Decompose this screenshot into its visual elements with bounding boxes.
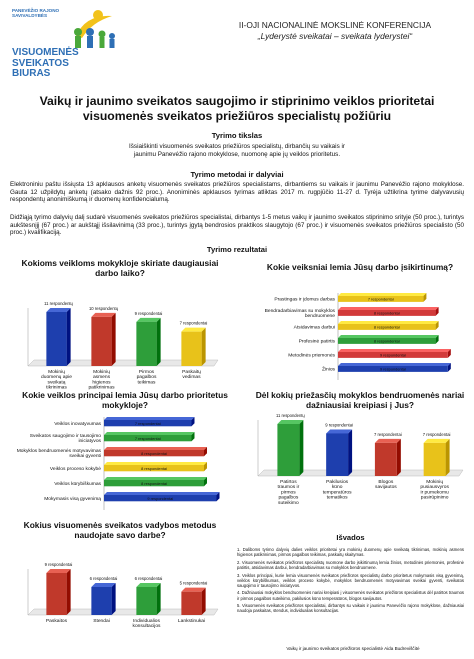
bar-top	[104, 477, 207, 480]
chart-bar	[136, 322, 156, 366]
bar-top	[104, 417, 195, 420]
methods-paragraph-2: Didžiąją tyrimo dalyvių dalį sudarė visuomenės sveikatos priežiūros specialistai, dirbantys 1-5 metus vaikų ir jaunimo sveikatos stiprinimo srityje (50 proc.), turintys aukštesnįjį (67 proc.) ar aukštąjį išsilavinimą (33 proc.), turintys įgytą bendrosios praktikos slaugytojo (67 proc.) ir visuomenės sveikatos priežiūros specialisto (50 proc.) kvalifikaciją.	[10, 214, 464, 237]
tick-label: Mokinių duomenų apie sveikatą tikrinimas	[41, 370, 72, 391]
methods-paragraph-1: Elektroniniu paštu išsiųsta 13 apklausos anketų visuomenės sveikatos priežiūros specialistams, dirbantiems su vaikais ir jaunimu Panevėžio rajono mokyklose. Gauta 12 užpildytų anketų (atsako dažnis 92 proc.). Anoniminės apklausos tyrimas atliktas 2017 m. rugpjūčio 11-27 d. Tyrėja užtikrina tyrime dalyvavusių respondentų anonimiškumą ir duomenų konfidencialumą.	[10, 181, 464, 204]
chart-bar	[46, 573, 66, 615]
bar-top	[104, 462, 207, 465]
data-label: 10 respondentų	[88, 305, 119, 311]
tick-label: Individualios konsultacijos	[132, 619, 161, 630]
tick-label: Pakilusios kūno temperatūros tematikos	[322, 480, 352, 501]
chart-bar	[424, 443, 446, 476]
bar-top	[338, 335, 439, 338]
tick-label: Patirtos traumos ir pirmos pagalbos suteikimo	[277, 480, 300, 506]
chart-bar	[46, 312, 66, 366]
chart-bar	[91, 587, 111, 615]
tick-label: Mokinių pusiausvyros ir pumekomu pasirūpinimo	[420, 480, 449, 501]
data-label: 9 respondentai	[380, 366, 406, 372]
chart-bar	[181, 592, 201, 615]
tick-label: Lankstinukai	[177, 619, 206, 624]
bar-side	[157, 318, 161, 366]
data-label: 8 respondentai	[141, 481, 167, 486]
chart-bar	[326, 433, 348, 476]
data-label: 7 respondentai	[134, 421, 161, 426]
bar-side	[397, 439, 401, 476]
chart-bar	[91, 317, 111, 366]
chart-3-title: Kokie veiklos principai lemia Jūsų darbo prioritetus mokykloje?	[22, 390, 228, 410]
tick-label: Stendai	[93, 619, 110, 624]
bar-side	[112, 313, 116, 366]
bar-side	[112, 583, 116, 615]
chart-1	[20, 282, 220, 391]
data-label: 8 respondentai	[373, 338, 400, 344]
chart-3	[10, 412, 235, 512]
bar-top	[104, 492, 220, 495]
tick-label: Blogos savijautos	[375, 480, 397, 491]
data-label: 11 respondentų	[275, 413, 305, 418]
data-label: 7 respondentai	[422, 431, 451, 437]
data-label: 6 respondentai	[89, 576, 118, 581]
bar-top	[338, 363, 451, 366]
bar-top	[338, 349, 451, 352]
bar-top	[46, 569, 70, 573]
bar-top	[277, 420, 303, 424]
results-heading: Tyrimo rezultatai	[206, 245, 268, 254]
bar-side	[67, 308, 71, 366]
conclusion-item: 1. Daliboms tyrimo dalyvių dalies veiklos prioritetai yra mokinių duomenų apie sveikatą tikrinimas, mokinių asmens higienos patikrinimas, pirmos pagalbos teikimas, paskaitų skaitymas.	[237, 547, 464, 558]
chart-2-title: Kokie veiksniai lemia Jūsų darbo įsikirtinumą?	[266, 262, 454, 272]
data-label: 9 respondentai	[147, 496, 174, 501]
bar-top	[338, 321, 439, 324]
bar-top	[91, 583, 115, 587]
conclusion-item: 2. Visuomenės sveikatos priežiūros specialistų nuomone darbo įsikirtinumą lemia žinios, metodinės priemonės, profesinė patirtis, atsidavimas darbui, bendradarbiavimas su mokyklos bendruomene.	[237, 559, 464, 570]
conclusion-item: 3. Veiklos principai, kurie lemia visuomenės sveikatos priežiūros specialistų darbo prioritetus mokymasis visą gyvenimą, veiklos kūrybiškumas, veiklos proceso kokybė, mokyklos bendruomenės motyvavimas sveikai gyventi, sveikatos saugojimo ir tausojimo iniciatyvos.	[237, 572, 464, 588]
bar-side	[157, 583, 161, 615]
logo	[8, 4, 128, 80]
methods-heading: Tyrimo metodai ir dalyviai	[190, 170, 284, 179]
data-label: 7 respondentai	[367, 296, 394, 302]
bar-top	[104, 447, 207, 450]
data-label: 5 respondentai	[179, 580, 208, 586]
data-label: 7 respondentai	[374, 431, 402, 437]
data-label: 9 respondentai	[325, 422, 353, 428]
chart-4-title: Dėl kokių priežasčių mokyklos bendruomenės nariai dažniausiai kreipiasi į Jus?	[255, 390, 465, 410]
bar-top	[46, 308, 70, 312]
tick-label: Veiklos proceso kokybė	[49, 466, 101, 472]
data-label: 8 respondentai	[373, 324, 400, 330]
bar-top	[424, 439, 450, 443]
bar-side	[67, 569, 71, 615]
tick-label: Paskaitų vedimas	[182, 370, 201, 381]
data-label: 7 respondentai	[179, 320, 208, 326]
data-label: 7 respondentai	[134, 436, 161, 441]
tick-label: Sveikatos saugojimo ir tausojimo iniciatyvos	[29, 434, 101, 445]
logo-top-text: PANEVĖŽIO RAJONO SAVIVALDYBĖS	[12, 8, 60, 18]
bar-top	[91, 313, 115, 317]
bar-top	[375, 439, 401, 443]
data-label: 6 respondentai	[134, 576, 163, 581]
tick-label: Paskaitos	[45, 619, 68, 624]
bar-side	[348, 429, 352, 476]
tick-label: Mokymasis visą gyvenimą	[44, 496, 101, 502]
tick-label: Pirmos pagalbos teikimas	[136, 370, 157, 386]
tick-label: Mokyklos bendruomenės motyvavimas sveikai gyventi	[16, 449, 101, 460]
chart-4	[250, 414, 465, 514]
chart-2	[240, 288, 466, 378]
bar-side	[202, 588, 206, 615]
tick-label: Bendradarbiavimas su mokyklos bendruomene	[264, 308, 335, 319]
bar-top	[338, 293, 426, 296]
tick-label: Veiklos inovatyvumas	[54, 421, 101, 427]
logo-name: VISUOMENĖS SVEIKATOS BIURAS	[12, 47, 79, 79]
tick-label: Metodinės priemonės	[288, 353, 335, 359]
chart-bar	[136, 587, 156, 615]
bar-side	[299, 420, 303, 476]
footer-author: Vaikų ir jaunimo sveikatos priežiūros specialistė Aida Budreviščitė	[286, 646, 420, 651]
tick-label: Žinios	[321, 367, 335, 373]
aim-heading: Tyrimo tikslas	[211, 131, 263, 140]
bar-top	[338, 307, 439, 310]
chart-bar	[277, 424, 299, 476]
chart-1-title: Kokioms veikloms mokykloje skiriate daugiausiai darbo laiko?	[21, 258, 219, 278]
data-label: 11 respondentų	[44, 301, 73, 306]
bar-top	[326, 429, 352, 433]
chart-bar	[375, 443, 397, 476]
bar-side	[446, 439, 450, 476]
data-label: 8 respondentai	[141, 466, 167, 471]
bar-top	[104, 432, 195, 435]
data-label: 8 respondentai	[141, 451, 167, 456]
data-label: 8 respondentai	[373, 310, 400, 316]
data-label: 9 respondentai	[44, 562, 73, 567]
page-title: Vaikų ir jaunimo sveikatos saugojimo ir stiprinimo veiklos prioritetai visuomenės sveikatos priežiūros specialistų požiūriu	[39, 94, 435, 123]
tick-label: Veiklos kūrybiškumas	[54, 481, 101, 487]
conclusion-item: 5. Visuomenės sveikatos priežiūros specialistai, dirbantys su vaikais ir jaunimu Panevėžio rajono mokyklose, dažniausiai naudoja paskaitas, stendus, individualias konsultacijas.	[237, 603, 464, 614]
bar-top	[181, 328, 205, 332]
bar-top	[181, 588, 205, 592]
header	[0, 0, 474, 85]
bar-top	[136, 583, 160, 587]
conference-title: II-OJI NACIONALINĖ MOKSLINĖ KONFERENCIJA „Lyderystė sveikatai – sveikata lyderystei“	[238, 20, 432, 41]
conclusions	[237, 533, 464, 645]
data-label: 9 respondentai	[134, 310, 163, 316]
tick-label: Atsidavimas darbui	[293, 325, 335, 331]
bar-side	[202, 328, 206, 366]
aim-text: Išsiaiškinti visuomenės sveikatos priežiūros specialistų, dirbančių su vaikais ir jaunimu Panevėžio rajono mokyklose, nuomonę apie jų veiklos prioritetus.	[129, 143, 345, 158]
tick-label: Mokinių asmens higienos patikrinimas	[88, 370, 115, 391]
tick-label: Profesinė patirtis	[298, 339, 335, 345]
chart-5-title: Kokius visuomenės sveikatos vadybos metodus naudojate savo darbe?	[23, 520, 217, 540]
data-label: 9 respondentai	[380, 352, 406, 358]
bar-top	[136, 318, 160, 322]
conclusions-heading: Išvados	[336, 533, 365, 542]
chart-bar	[181, 332, 201, 366]
tick-label: Prastingas ir įdomus darbas	[274, 297, 335, 303]
conclusion-item: 4. Dažniausiai mokyklos bendruomenės nariai kreipiasi į visuomenės sveikatos priežiūros specialistus dėl patirtos traumos ir pirmos pagalbos suteikimo, pakilusios kūno temperatūros, blogos savijautos.	[237, 590, 464, 601]
chart-5	[20, 545, 220, 640]
